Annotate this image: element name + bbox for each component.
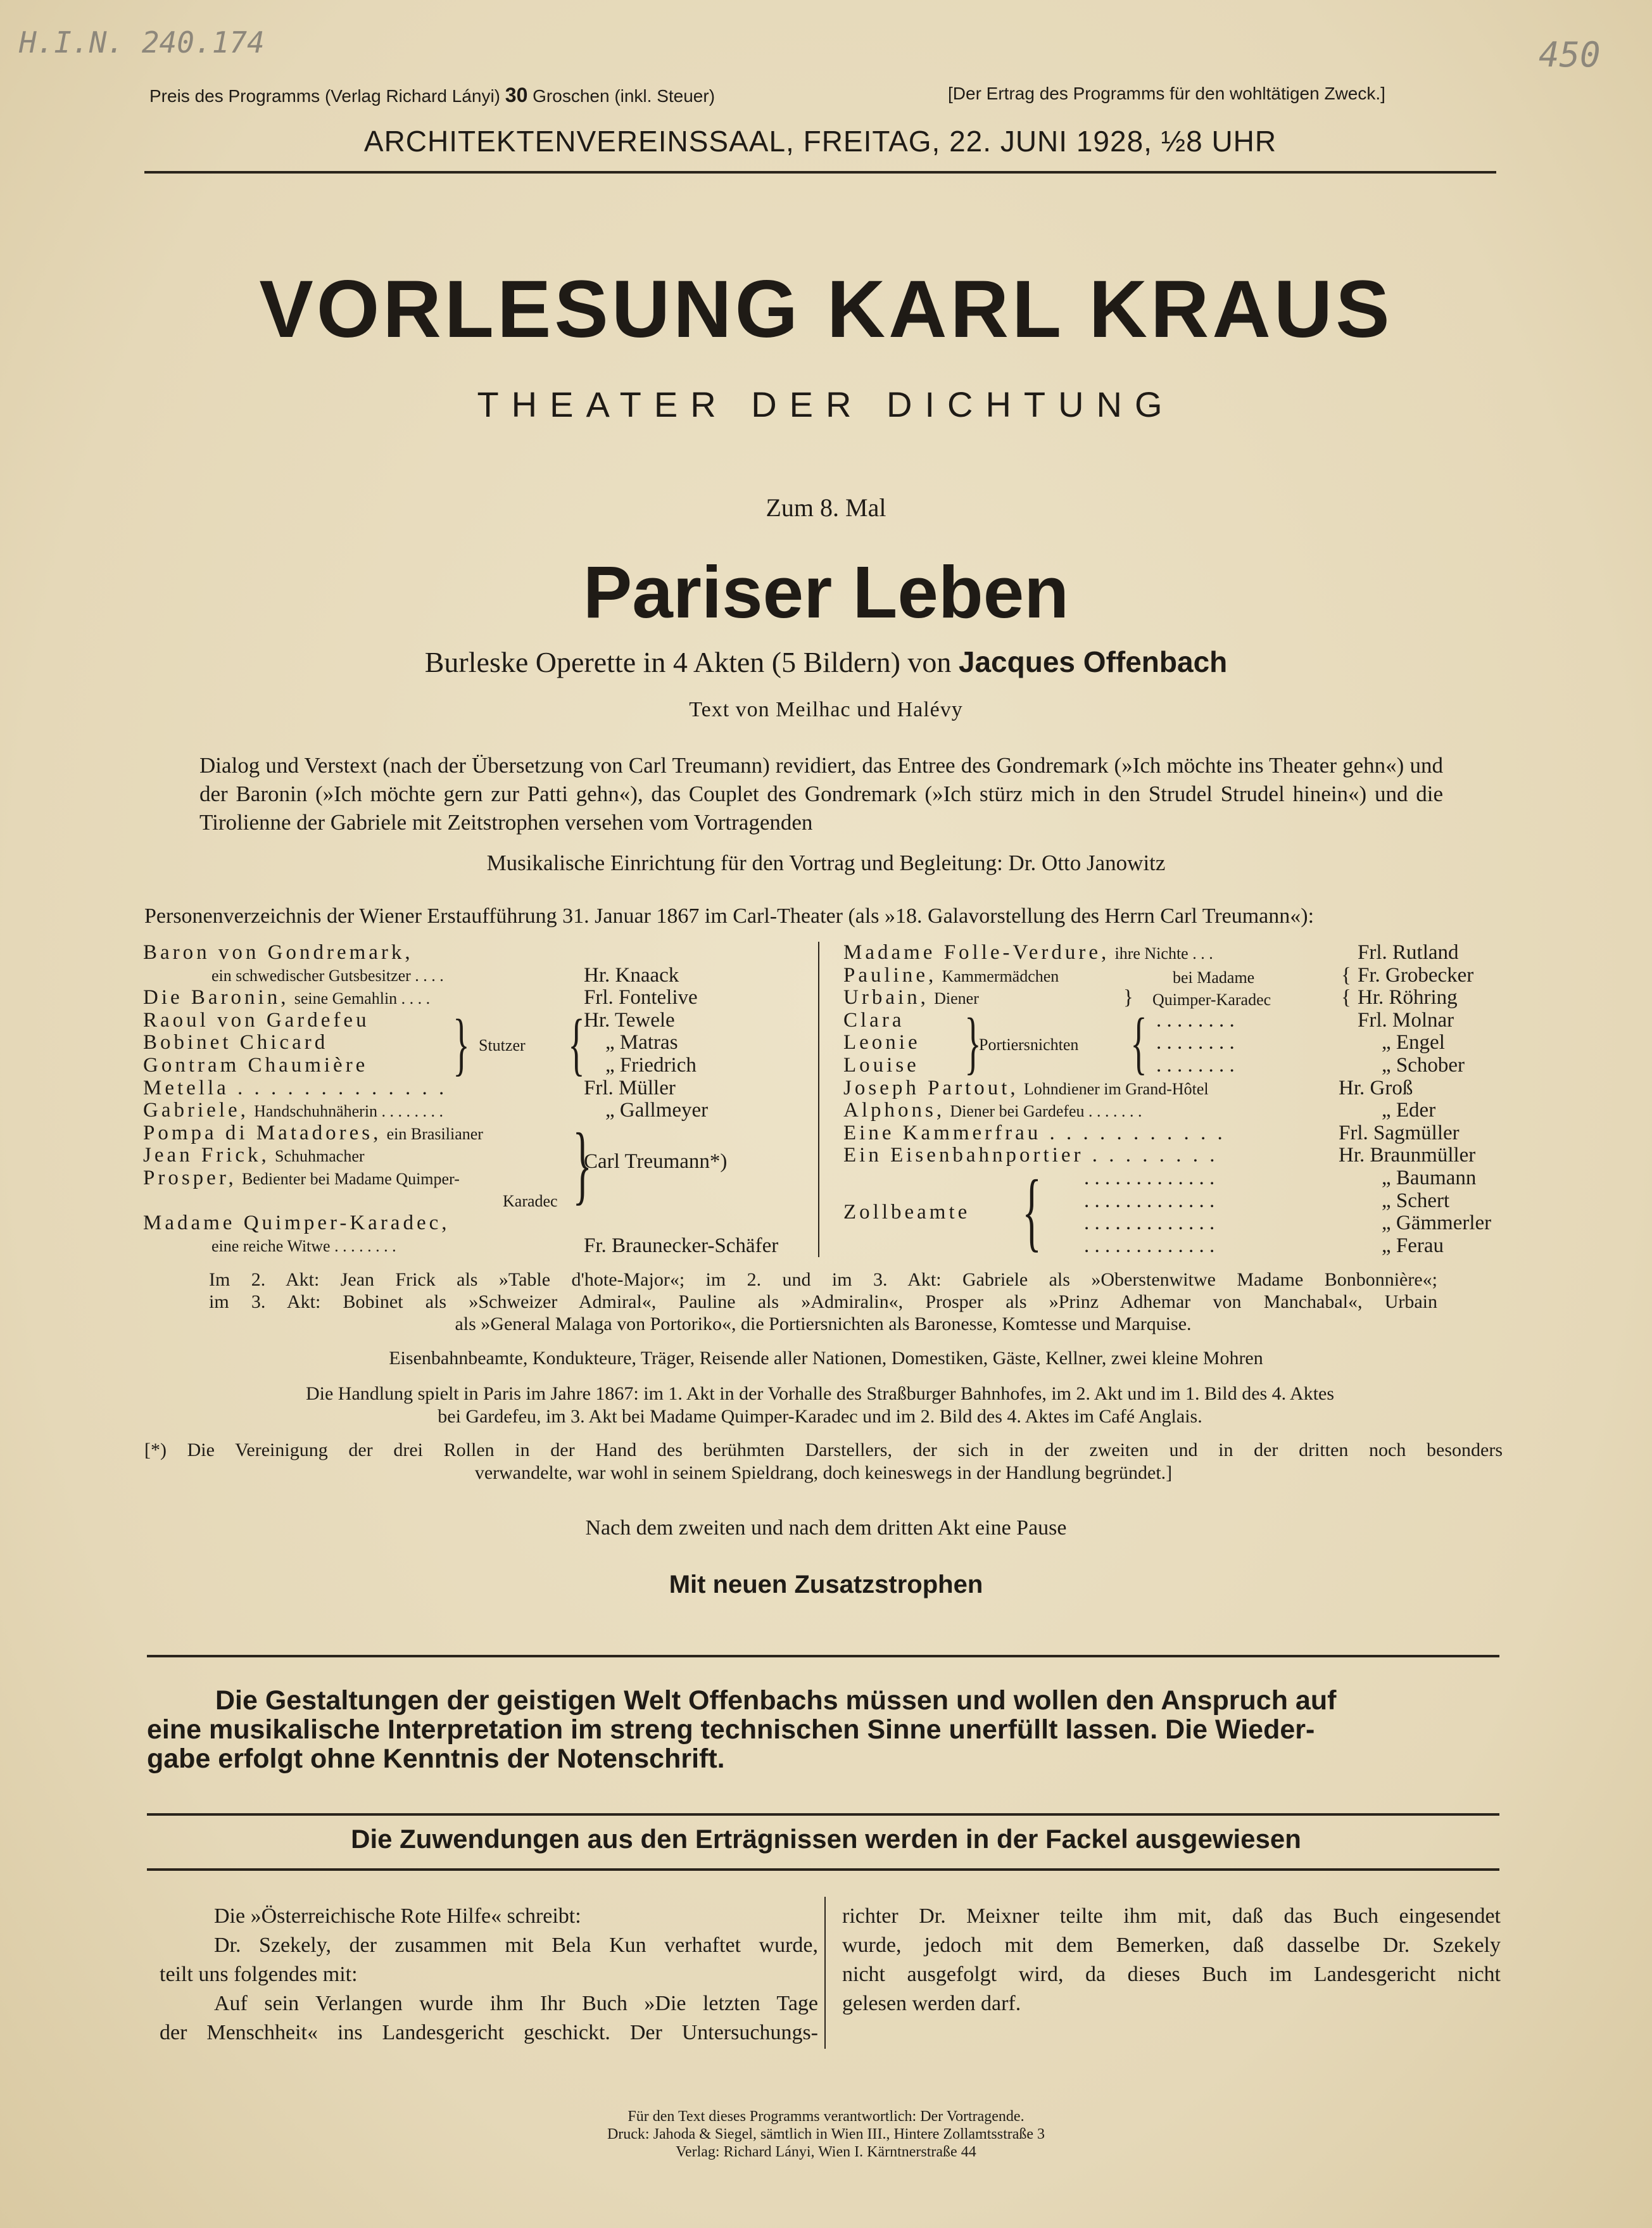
cast-heading: Personenverzeichnis der Wiener Erstaufführung 31. Januar 1867 im Carl-Theater (als »18. Galavorstellung des Herrn Carl Treumann«): xyxy=(144,904,1315,928)
role-eisenbahnportier: Ein Eisenbahnportier . . . . . . . . xyxy=(843,1144,1218,1167)
actor-matras: „ Matras xyxy=(605,1031,678,1054)
venue-line: ARCHITEKTENVEREINSSAAL, FREITAG, 22. JUNI 1928, ½8 UHR xyxy=(363,125,1277,158)
actor-braunmueller: Hr. Braunmüller xyxy=(1339,1144,1476,1167)
brace-zoll: { xyxy=(1022,1162,1042,1260)
composer: Jacques Offenbach xyxy=(958,645,1228,678)
role-gondremark-desc: ein schwedischer Gutsbesitzer . . . . xyxy=(211,966,444,985)
role-baronin-desc: seine Gemahlin . . . . xyxy=(294,989,431,1008)
actor-gaemmerler: „ Gämmerler xyxy=(1382,1212,1492,1235)
role-pompa-desc: ein Brasilianer xyxy=(386,1124,483,1143)
role-pauline-desc: Kammermädchen xyxy=(942,966,1059,985)
actor-molnar: Frl. Molnar xyxy=(1358,1008,1454,1032)
role-alphons: Alphons, xyxy=(843,1099,945,1122)
actor-sagmueller: Frl. Sagmüller xyxy=(1339,1121,1460,1144)
role-gabriele: Gabriele, xyxy=(143,1099,249,1122)
fackel-line: Die Zuwendungen aus den Erträgnissen werden in der Fackel ausgewiesen xyxy=(351,1824,1301,1854)
actor-tewele: Hr. Tewele xyxy=(584,1008,675,1032)
notice-line-2: eine musikalische Interpretation im streng technischen Sinne unerfüllt lassen. Die Wieder- xyxy=(147,1714,1315,1745)
zusatzstrophen: Mit neuen Zusatzstrophen xyxy=(669,1571,983,1598)
setting-line-1: Die Handlung spielt in Paris im Jahre 1867: im 1. Akt in der Vorhalle des Straßburger Bahnhofes, im 2. Akt und im 1. Bild des 4. Aktes xyxy=(305,1383,1335,1404)
article-right-line-3: nicht ausgefolgt wird, da dieses Buch im Landesgericht nicht xyxy=(842,1963,1501,1986)
article-right-line-1: richter Dr. Meixner teilte ihm mit, daß das Buch eingesendet xyxy=(842,1904,1501,1928)
fackel-rule-bottom xyxy=(147,1868,1499,1871)
actor-schert: „ Schert xyxy=(1382,1189,1450,1212)
act3-text: Bobinet als »Schweizer Admiral«, Pauline als »Admiralin«, Prosper als »Prinz Adhemar von Manchabal«, Urbain xyxy=(343,1291,1438,1312)
zoll-dots-3: . . . . . . . . . . . . . xyxy=(1084,1212,1215,1235)
actor-eder: „ Eder xyxy=(1382,1099,1436,1122)
role-folle: Madame Folle-Verdure, xyxy=(843,941,1110,964)
actor-friedrich: „ Friedrich xyxy=(605,1053,697,1077)
article-left xyxy=(160,1902,818,2048)
role-madame-qk-desc: eine reiche Witwe . . . . . . . . xyxy=(211,1236,396,1255)
role-leonie: Leonie xyxy=(843,1031,921,1054)
act2-label: Im 2. Akt: xyxy=(209,1269,320,1290)
actor-baumann: „ Baumann xyxy=(1382,1166,1477,1189)
role-prosper-desc: Bedienter bei Madame Quimper- xyxy=(242,1169,460,1188)
price-amount: 30 xyxy=(505,84,528,106)
role-metella: Metella . . . . . . . . . . . . . xyxy=(143,1076,448,1099)
actor-engel: „ Engel xyxy=(1382,1031,1445,1054)
role-jean-desc: Schuhmacher xyxy=(275,1147,365,1166)
dots-louise: . . . . . . . . xyxy=(1156,1053,1235,1077)
pause-note: Nach dem zweiten und nach dem dritten Akt eine Pause xyxy=(585,1516,1067,1540)
price-right: Groschen (inkl. Steuer) xyxy=(533,86,716,106)
role-zollbeamte: Zollbeamte xyxy=(843,1200,971,1224)
brace-nichten-right: { xyxy=(1130,1004,1147,1081)
play-title: Pariser Leben xyxy=(583,551,1069,633)
genre-text: Burleske Operette in 4 Akten (5 Bildern) von xyxy=(424,646,952,678)
act3-label: im 3. Akt: xyxy=(209,1291,321,1312)
bei-madame: bei Madame xyxy=(1173,968,1255,987)
notice-line-1: Die Gestaltungen der geistigen Welt Offenbachs müssen und wollen den Anspruch auf xyxy=(215,1685,1337,1716)
act2-text: Jean Frick als »Table d'hote-Major«; im 2. und im 3. Akt: Gabriele als »Oberstenwitwe Madame Bonbonnière«; xyxy=(340,1269,1438,1290)
actor-mueller: Frl. Müller xyxy=(584,1076,676,1099)
intro-paragraph: Dialog und Verstext (nach der Übersetzung von Carl Treumann) revidiert, das Entree des Gondremark (»Ich möchte ins Theater gehn«) und der Baronin (»Ich möchte gern zur Patti gehn«), das Couplet des Gondremark (»Ich stürz mich in den Strudel Strudel hinein«) und die Tirolienne der Gabriele mit Zeitstrophen versehen vom Vortragenden xyxy=(199,753,1443,835)
subtitle: THEATER DER DICHTUNG xyxy=(477,384,1175,424)
portiersnichten-label: Portiersnichten xyxy=(979,1035,1079,1054)
actor-roehring: Hr. Röhring xyxy=(1358,986,1458,1010)
footnote-line-1: [*) Die Vereinigung der drei Rollen in der Hand des berühmten Darstellers, der sich in der zweiten und in der dritten noch besonders xyxy=(144,1440,1503,1460)
article-right-line-2: wurde, jedoch mit dem Bemerken, daß dasselbe Dr. Szekely xyxy=(842,1934,1501,1957)
notice-block xyxy=(147,1686,1502,1773)
article-left-line-3: teilt uns folgendes mit: xyxy=(160,1963,358,1986)
role-partout: Joseph Partout, xyxy=(843,1076,1019,1099)
zoll-dots-4: . . . . . . . . . . . . . xyxy=(1084,1234,1215,1257)
role-gondremark: Baron von Gondremark, xyxy=(143,941,413,964)
actor-knaack: Hr. Knaack xyxy=(584,963,679,987)
imprint xyxy=(0,2108,1652,2161)
dots-leonie: . . . . . . . . xyxy=(1156,1031,1235,1054)
price-left: Preis des Programms (Verlag Richard Lányi) xyxy=(149,86,500,106)
acts-notes xyxy=(209,1269,1437,1335)
zoll-dots-2: . . . . . . . . . . . . . xyxy=(1084,1189,1215,1212)
dots-clara: . . . . . . . . xyxy=(1156,1008,1235,1032)
brace-urbain: } xyxy=(1123,986,1133,1010)
actor-ferau: „ Ferau xyxy=(1382,1234,1444,1257)
cast-right-column xyxy=(843,941,1508,1260)
imprint-line-2: Druck: Jahoda & Siegel, sämtlich in Wien III., Hintere Zollamtsstraße 3 xyxy=(607,2126,1045,2143)
role-urbain: Urbain, xyxy=(843,986,929,1010)
brace-stutzer-left: } xyxy=(453,1005,470,1082)
header-rule xyxy=(144,171,1496,174)
occasion: Zum 8. Mal xyxy=(766,493,886,522)
notice-rule-top xyxy=(147,1655,1499,1657)
cast-left-column xyxy=(143,942,808,1257)
notice-line-3: gabe erfolgt ohne Kenntnis der Notenschrift. xyxy=(147,1744,725,1774)
role-partout-desc: Lohndiener im Grand-Hôtel xyxy=(1023,1079,1209,1098)
fackel-rule-top xyxy=(147,1813,1499,1816)
role-urbain-desc: Diener xyxy=(934,989,979,1008)
extras-line: Eisenbahnbeamte, Kondukteure, Träger, Reisende aller Nationen, Domestiken, Gäste, Kellner, zwei kleine Mohren xyxy=(389,1348,1263,1369)
main-title: VORLESUNG KARL KRAUS xyxy=(259,264,1393,355)
role-madame-qk: Madame Quimper-Karadec, xyxy=(143,1212,450,1235)
actor-rutland: Frl. Rutland xyxy=(1358,941,1459,964)
archive-number: 450 xyxy=(1539,35,1601,75)
actor-fontelive: Frl. Fontelive xyxy=(584,986,698,1010)
imprint-line-3: Verlag: Richard Lányi, Wien I. Kärntnerstraße 44 xyxy=(676,2144,976,2160)
imprint-line-1: Für den Text dieses Programms verantwortlich: Der Vortragende. xyxy=(627,2108,1025,2125)
role-prosper: Prosper, xyxy=(143,1166,237,1189)
article-left-line-4: Auf sein Verlangen wurde ihm Ihr Buch »Die letzten Tage xyxy=(214,1992,818,2015)
role-jean: Jean Frick, xyxy=(143,1144,270,1167)
role-folle-desc: ihre Nichte . . . xyxy=(1114,944,1213,963)
archive-signature: H.I.N. 240.174 xyxy=(19,25,265,60)
actor-braunecker: Fr. Braunecker-Schäfer xyxy=(584,1234,779,1257)
quimper-karadec: Quimper-Karadec xyxy=(1152,991,1271,1010)
article-right-line-4: gelesen werden darf. xyxy=(842,1992,1021,2015)
article-divider xyxy=(824,1897,826,2049)
role-raoul: Raoul von Gardefeu xyxy=(143,1008,370,1032)
role-gontram: Gontram Chaumière xyxy=(143,1053,369,1077)
price-line xyxy=(149,84,715,107)
zoll-dots-1: . . . . . . . . . . . . . xyxy=(1084,1166,1215,1189)
setting-line-2: bei Gardefeu, im 3. Akt bei Madame Quimper-Karadec und im 2. Bild des 4. Aktes im Café Anglais. xyxy=(438,1406,1202,1427)
article-left-line-5: der Menschheit« ins Landesgericht geschickt. Der Untersuchungs- xyxy=(160,2021,818,2044)
role-pauline: Pauline, xyxy=(843,963,937,987)
article-left-line-2: Dr. Szekely, der zusammen mit Bela Kun verhaftet wurde, xyxy=(214,1934,818,1957)
role-prosper-desc2: Karadec xyxy=(503,1191,558,1210)
actor-gross: Hr. Groß xyxy=(1339,1076,1413,1099)
actor-schober: „ Schober xyxy=(1382,1053,1465,1077)
brace-nichten-left: } xyxy=(964,1004,981,1081)
role-louise: Louise xyxy=(843,1053,919,1077)
article-right xyxy=(842,1902,1501,2018)
act3-cont: als »General Malaga von Portoriko«, die Portiersnichten als Baronesse, Komtesse und Marquise. xyxy=(455,1313,1192,1334)
setting-text xyxy=(139,1383,1501,1428)
text-by: Text von Meilhac und Halévy xyxy=(689,698,963,721)
role-bobinet: Bobinet Chicard xyxy=(143,1031,329,1054)
cast-divider xyxy=(818,942,819,1257)
actor-gallmeyer: „ Gallmeyer xyxy=(605,1099,709,1122)
brace-treumann: } xyxy=(572,1115,592,1213)
article-left-line-1: Die »Österreichische Rote Hilfe« schreibt: xyxy=(214,1904,581,1928)
footnote xyxy=(144,1439,1503,1484)
actor-grobecker: Fr. Grobecker xyxy=(1358,963,1474,987)
footnote-line-2: verwandelte, war wohl in seinem Spieldrang, doch keineswegs in der Handlung begründet.] xyxy=(474,1462,1173,1483)
genre-line xyxy=(0,645,1652,679)
brace-pauline: { xyxy=(1341,963,1351,987)
brace-urbain-right: { xyxy=(1341,986,1351,1010)
role-pompa: Pompa di Matadores, xyxy=(143,1121,382,1144)
actor-treumann: Carl Treumann*) xyxy=(584,1150,728,1174)
role-clara: Clara xyxy=(843,1008,905,1032)
role-gabriele-desc: Handschuhnäherin . . . . . . . . xyxy=(254,1102,444,1121)
brace-stutzer-right: { xyxy=(568,1005,585,1082)
stutzer-label: Stutzer xyxy=(479,1036,526,1055)
role-baronin: Die Baronin, xyxy=(143,986,289,1010)
proceeds-note: [Der Ertrag des Programms für den wohltätigen Zweck.] xyxy=(948,84,1385,103)
role-kammerfrau: Eine Kammerfrau . . . . . . . . . . . xyxy=(843,1121,1226,1144)
music-line: Musikalische Einrichtung für den Vortrag und Begleitung: Dr. Otto Janowitz xyxy=(486,851,1166,875)
role-alphons-desc: Diener bei Gardefeu . . . . . . . xyxy=(950,1102,1142,1121)
